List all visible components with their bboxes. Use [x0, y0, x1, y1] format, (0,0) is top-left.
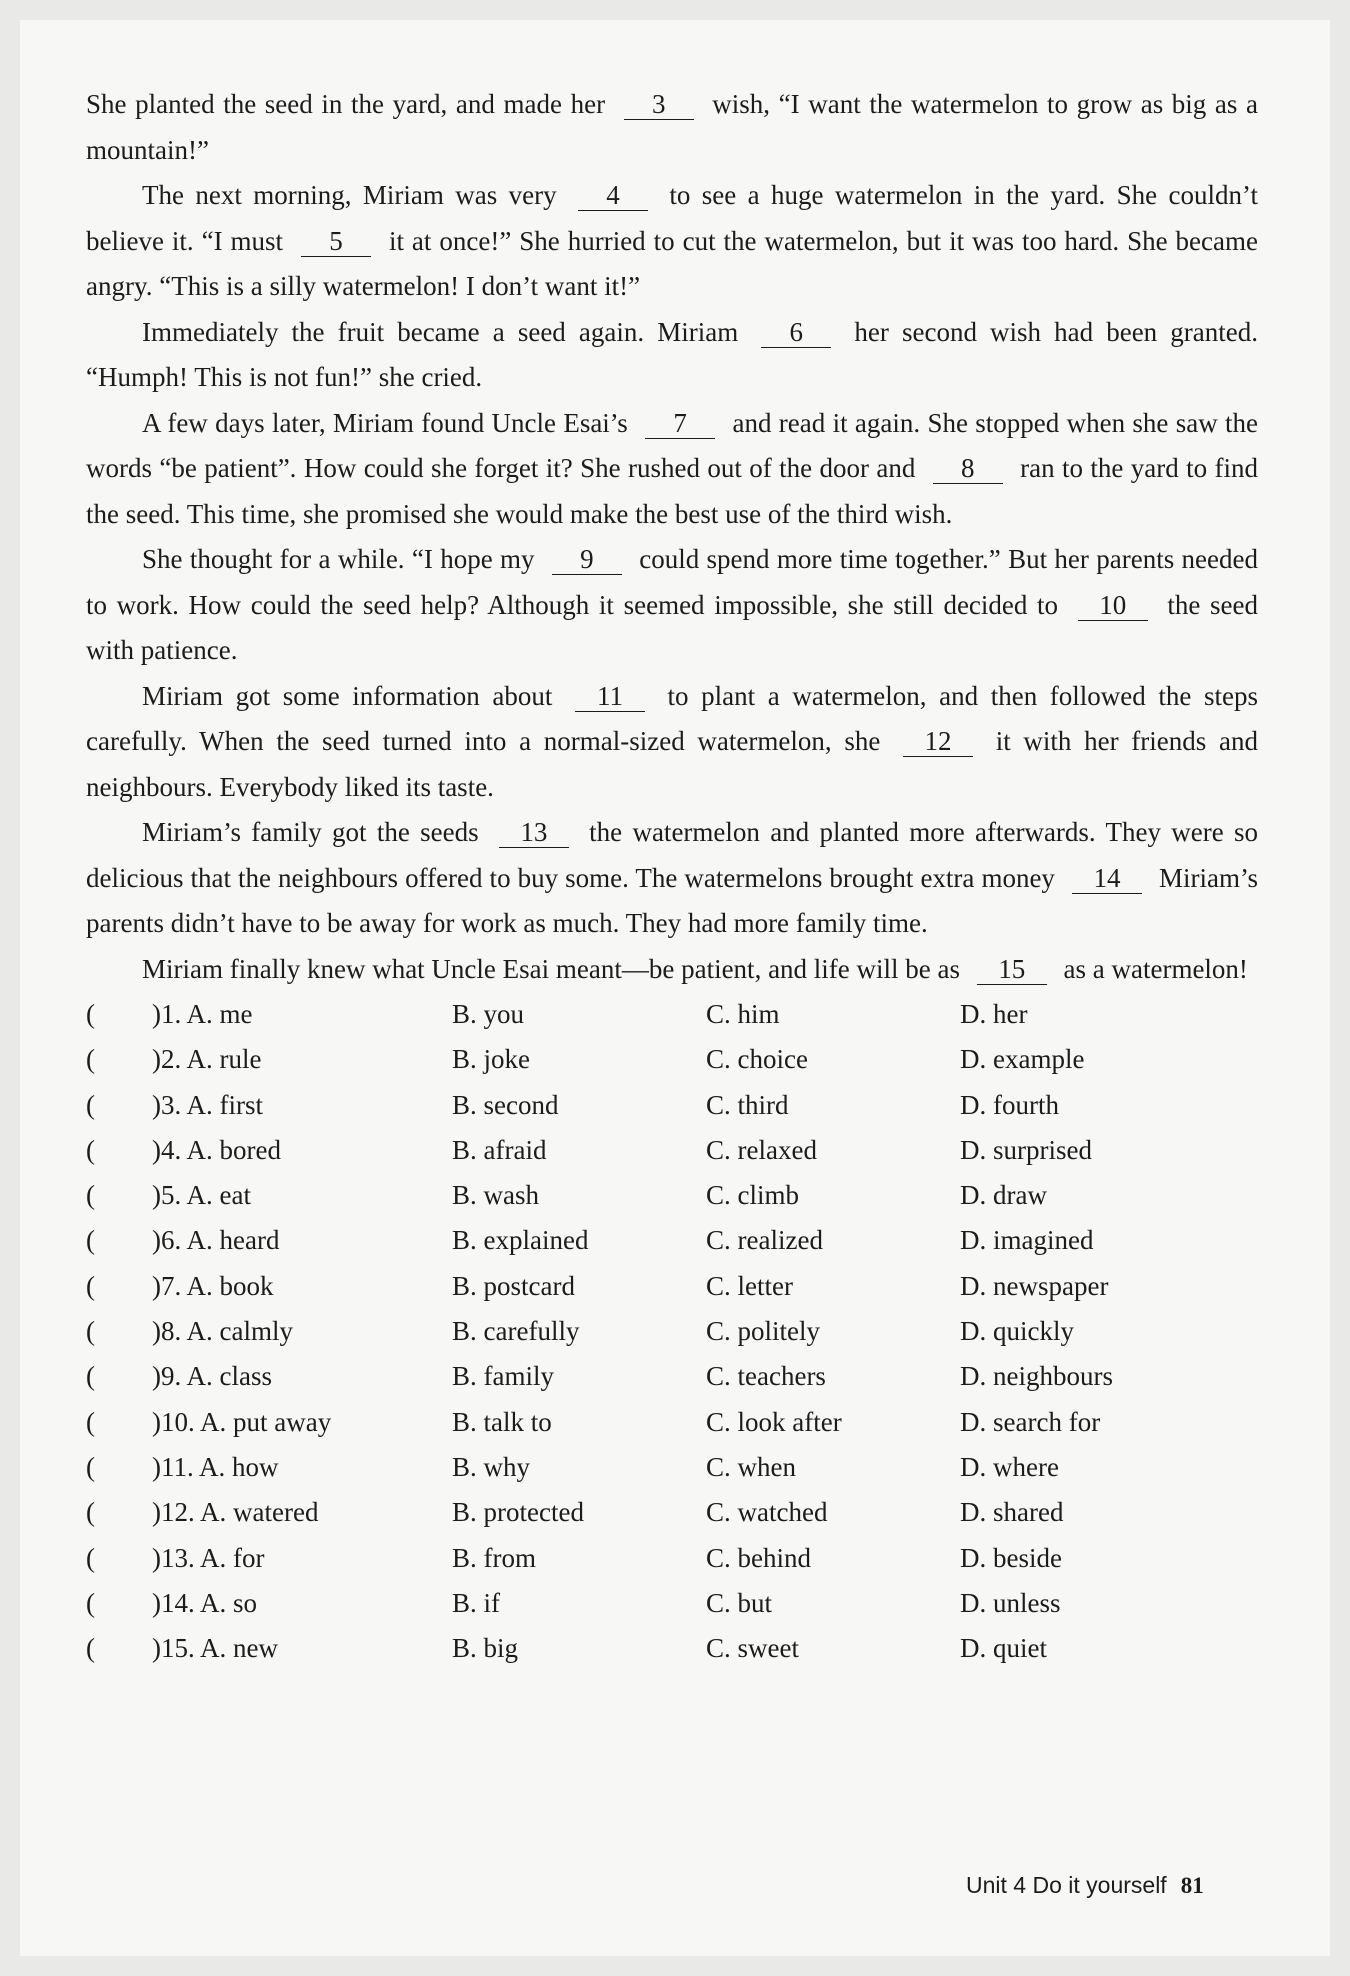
answer-bracket[interactable]: (: [86, 1587, 95, 1618]
option-a: )8. A. calmly: [152, 1316, 293, 1347]
answer-bracket[interactable]: (: [86, 1542, 95, 1573]
option-d: D. beside: [960, 1542, 1062, 1573]
question-row: [86, 1173, 1258, 1218]
passage-text: could spend more time together.” But her parents needed to work. How could the seed help? Although it seemed impossible, she still decided to: [86, 544, 1258, 620]
option-b: B. if: [452, 1587, 501, 1618]
answer-blank[interactable]: 5: [301, 226, 371, 257]
option-b: B. from: [452, 1542, 536, 1573]
answer-bracket[interactable]: (: [86, 1633, 95, 1664]
option-d: D. unless: [960, 1587, 1061, 1618]
option-a: )11. A. how: [152, 1451, 279, 1482]
answer-blank[interactable]: 12: [903, 726, 973, 757]
option-c: C. teachers: [706, 1361, 826, 1392]
option-d: D. newspaper: [960, 1270, 1109, 1301]
option-a: )1. A. me: [152, 999, 253, 1029]
option-b: B. big: [452, 1633, 519, 1664]
question-row: [86, 1264, 1258, 1309]
answer-bracket[interactable]: (: [86, 1451, 95, 1482]
passage-text: it with her friends and neighbours. Everybody liked its taste.: [86, 726, 1258, 802]
option-c: C. watched: [706, 1497, 828, 1528]
answer-bracket[interactable]: (: [86, 1270, 95, 1301]
answer-bracket[interactable]: (: [86, 1361, 95, 1392]
passage-text: and read it again. She stopped when she saw the words “be patient”. How could she forget it? She rushed out of the door and: [86, 407, 1259, 483]
passage-text: to see a huge watermelon in the yard. She couldn’t believe it. “I must: [86, 180, 1258, 256]
option-d: D. where: [960, 1451, 1059, 1482]
answer-blank[interactable]: 6: [761, 317, 831, 348]
option-c: C. but: [706, 1587, 773, 1618]
option-b: B. why: [452, 1451, 531, 1482]
option-c: C. third: [706, 1089, 789, 1120]
option-b: B. wash: [452, 1180, 539, 1211]
option-b: B. carefully: [452, 1316, 580, 1347]
passage-text: ran to the yard to find the seed. This time, she promised she would make the best use of the third wish.: [86, 453, 1259, 529]
answer-bracket[interactable]: (: [86, 1089, 95, 1120]
option-c: C. choice: [706, 1044, 808, 1075]
option-c: C. relaxed: [706, 1134, 817, 1165]
question-row: [86, 1037, 1258, 1082]
answer-blank[interactable]: 15: [977, 954, 1047, 985]
options-table: [86, 992, 1258, 1671]
passage-paragraph: [86, 401, 1258, 538]
passage-text: She thought for a while. “I hope my: [142, 544, 542, 574]
option-a: )12. A. watered: [152, 1497, 319, 1528]
passage-text: the seed with patience.: [86, 589, 1258, 665]
passage-paragraph: [86, 537, 1258, 674]
question-row: [86, 1400, 1258, 1445]
passage-text: She planted the seed in the yard, and made her: [86, 89, 614, 119]
option-a: )9. A. class: [152, 1361, 272, 1392]
answer-bracket[interactable]: (: [86, 1225, 95, 1256]
option-c: C. look after: [706, 1406, 842, 1437]
option-d: D. draw: [960, 1180, 1047, 1211]
option-a: )2. A. rule: [152, 1044, 262, 1075]
option-a: )4. A. bored: [152, 1134, 281, 1165]
page-number: 81: [1180, 1873, 1204, 1898]
option-a: )15. A. new: [152, 1633, 278, 1664]
option-d: D. quickly: [960, 1316, 1074, 1347]
passage-text: Immediately the fruit became a seed again. Miriam: [142, 316, 752, 347]
question-row: [86, 992, 1258, 1037]
passage-text: it at once!” She hurried to cut the watermelon, but it was too hard. She became angry. “This is a silly watermelon! I don’t want it!”: [86, 225, 1258, 301]
answer-blank[interactable]: 11: [575, 681, 645, 712]
option-b: B. family: [452, 1361, 554, 1392]
question-row: [86, 1490, 1258, 1535]
option-c: C. sweet: [706, 1633, 799, 1664]
answer-bracket[interactable]: (: [86, 1180, 95, 1211]
unit-title: Unit 4 Do it yourself: [966, 1872, 1167, 1898]
question-row: [86, 1083, 1258, 1128]
question-row: [86, 1218, 1258, 1263]
passage-paragraph: [86, 810, 1258, 947]
answer-bracket[interactable]: (: [86, 1316, 95, 1347]
option-c: C. realized: [706, 1225, 823, 1256]
cloze-passage: [86, 82, 1258, 1671]
option-d: D. surprised: [960, 1134, 1092, 1165]
option-b: B. postcard: [452, 1270, 575, 1301]
question-row: [86, 1626, 1258, 1671]
passage-text: Miriam finally knew what Uncle Esai meant—be patient, and life will be as: [142, 953, 967, 984]
passage-text: wish, “I want the watermelon to grow as big as a mountain!”: [86, 89, 1259, 165]
option-a: )3. A. first: [152, 1089, 263, 1120]
answer-blank[interactable]: 3: [624, 89, 694, 120]
answer-bracket[interactable]: (: [86, 1406, 95, 1437]
answer-blank[interactable]: 7: [645, 408, 715, 439]
option-d: D. shared: [960, 1497, 1064, 1528]
answer-blank[interactable]: 8: [933, 453, 1003, 484]
option-a: )13. A. for: [152, 1542, 265, 1573]
passage-text: her second wish had been granted. “Humph! This is not fun!” she cried.: [86, 316, 1258, 392]
passage-text: A few days later, Miriam found Uncle Esai’s: [142, 407, 636, 438]
passage-paragraph: [86, 173, 1258, 310]
option-b: B. you: [452, 999, 525, 1029]
answer-bracket[interactable]: (: [86, 999, 95, 1029]
option-c: C. him: [706, 999, 780, 1029]
answer-blank[interactable]: 13: [499, 817, 569, 848]
document-page: [20, 20, 1330, 1956]
passage-body: [86, 82, 1258, 992]
option-a: )5. A. eat: [152, 1180, 251, 1211]
option-d: D. neighbours: [960, 1361, 1113, 1392]
answer-blank[interactable]: 14: [1072, 863, 1142, 894]
option-b: B. protected: [452, 1497, 584, 1528]
answer-blank[interactable]: 4: [578, 180, 648, 211]
answer-bracket[interactable]: (: [86, 1134, 95, 1165]
passage-text: the watermelon and planted more afterwards. They were so delicious that the neighbours offered to buy some. The watermelons brought extra money: [86, 817, 1258, 893]
option-c: C. letter: [706, 1270, 793, 1301]
passage-text: Miriam got some information about: [142, 680, 565, 711]
option-d: D. fourth: [960, 1089, 1059, 1120]
option-a: )6. A. heard: [152, 1225, 280, 1256]
option-d: D. her: [960, 999, 1028, 1029]
option-c: C. when: [706, 1451, 796, 1482]
passage-paragraph: [86, 947, 1258, 993]
passage-text: Miriam’s family got the seeds: [142, 817, 489, 847]
passage-paragraph: [86, 82, 1258, 173]
option-b: B. second: [452, 1089, 559, 1120]
option-a: )10. A. put away: [152, 1406, 332, 1437]
option-b: B. joke: [452, 1044, 530, 1075]
answer-blank[interactable]: 10: [1078, 590, 1148, 621]
passage-text: as a watermelon!: [1056, 953, 1248, 984]
answer-blank[interactable]: 9: [552, 544, 622, 575]
option-b: B. talk to: [452, 1406, 552, 1437]
question-row: [86, 1309, 1258, 1354]
option-b: B. afraid: [452, 1134, 547, 1165]
option-d: D. example: [960, 1044, 1085, 1075]
option-c: C. climb: [706, 1180, 799, 1211]
option-d: D. imagined: [960, 1225, 1094, 1256]
option-c: C. behind: [706, 1542, 811, 1573]
option-a: )14. A. so: [152, 1587, 258, 1618]
passage-paragraph: [86, 674, 1258, 811]
question-row: [86, 1128, 1258, 1173]
option-d: D. search for: [960, 1406, 1101, 1437]
passage-text: Miriam’s parents didn’t have to be away for work as much. They had more family time.: [86, 862, 1258, 938]
question-row: [86, 1354, 1258, 1399]
answer-bracket[interactable]: (: [86, 1497, 95, 1528]
question-row: [86, 1445, 1258, 1490]
passage-text: The next morning, Miriam was very: [142, 180, 568, 210]
option-a: )7. A. book: [152, 1270, 274, 1301]
page-footer: [966, 1872, 1204, 1899]
option-b: B. explained: [452, 1225, 589, 1256]
passage-text: to plant a watermelon, and then followed the steps carefully. When the seed turned into a normal-sized watermelon, she: [86, 680, 1258, 756]
option-d: D. quiet: [960, 1633, 1047, 1664]
passage-paragraph: [86, 310, 1258, 401]
question-row: [86, 1581, 1258, 1626]
option-c: C. politely: [706, 1316, 820, 1347]
answer-bracket[interactable]: (: [86, 1044, 95, 1075]
question-row: [86, 1536, 1258, 1581]
